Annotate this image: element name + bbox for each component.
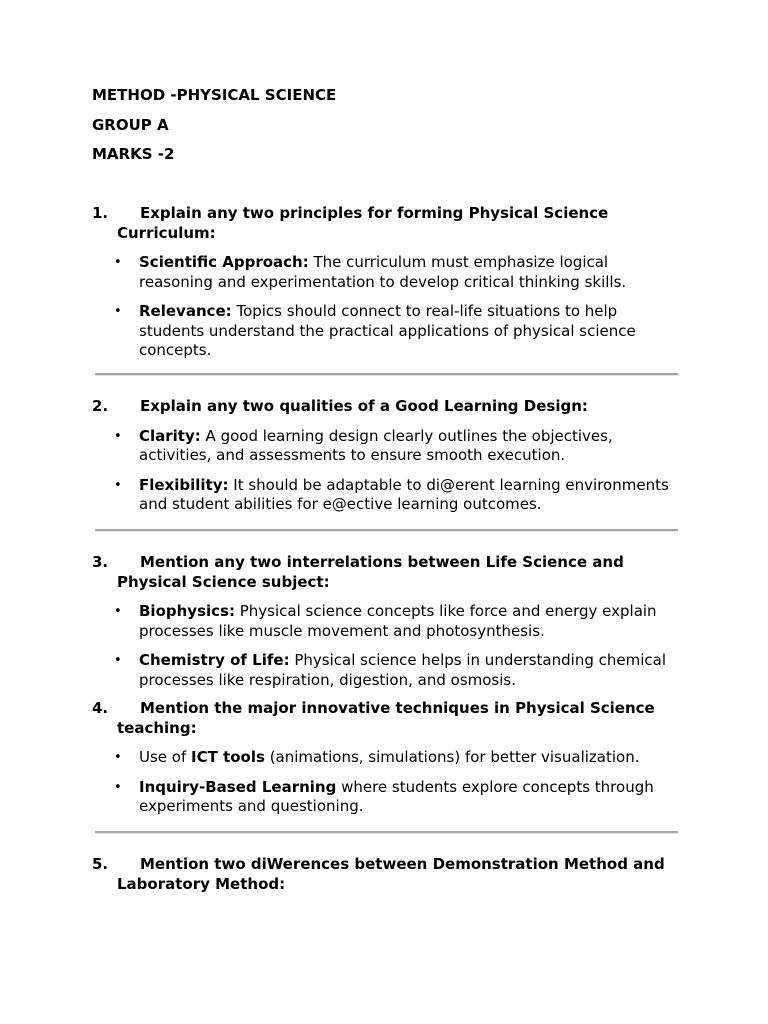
answer-term: Chemistry of Life: xyxy=(139,651,290,669)
question-number: 4. xyxy=(92,699,109,717)
answer-prefix: Use of xyxy=(139,748,192,766)
answer-term: ICT tools xyxy=(191,748,265,766)
question-number: 1. xyxy=(92,204,109,222)
answer-term: Scientific Approach: xyxy=(139,253,309,271)
question-1 xyxy=(92,204,682,361)
answer-item xyxy=(92,748,682,768)
question-number: 3. xyxy=(92,553,109,571)
question-3 xyxy=(92,553,682,690)
answer-item xyxy=(92,778,682,817)
answer-text: (animations, simulations) for better visualization. xyxy=(264,748,640,766)
answer-item xyxy=(92,602,682,641)
question-text: Explain any two qualities of a Good Learning Design: xyxy=(140,397,588,415)
section-divider xyxy=(95,529,678,532)
answer-term: Biophysics: xyxy=(139,602,235,620)
answer-list xyxy=(92,253,682,361)
answer-item xyxy=(92,651,682,690)
marks-label: MARKS -2 xyxy=(92,145,175,163)
section-divider xyxy=(95,373,678,376)
subject-title: METHOD -PHYSICAL SCIENCE xyxy=(92,86,337,104)
document-header xyxy=(92,86,336,175)
question-2 xyxy=(92,397,682,515)
question-heading xyxy=(92,397,682,417)
question-text: Mention any two interrelations between Life Science and Physical Science subject: xyxy=(117,553,624,591)
answer-text: It should be adaptable to di@erent learning environments and student abilities for e@ective learning outcomes. xyxy=(139,475,669,513)
answer-item xyxy=(92,427,682,466)
question-5 xyxy=(92,855,682,894)
question-heading xyxy=(92,204,682,243)
answer-term: Relevance: xyxy=(139,302,232,320)
answer-term: Clarity: xyxy=(139,426,201,445)
question-text: Mention two diWerences between Demonstration Method and Laboratory Method: xyxy=(117,855,665,893)
answer-item xyxy=(92,253,682,292)
answer-list xyxy=(92,427,682,515)
question-number: 2. xyxy=(92,397,109,415)
answer-term: Flexibility: xyxy=(139,475,229,494)
group-label: GROUP A xyxy=(92,115,169,134)
answer-text: Physical science concepts like force and energy explain processes like muscle movement and photosynthesis. xyxy=(139,602,657,640)
answer-text: where students explore concepts through experiments and questioning. xyxy=(139,777,654,815)
answer-text: Topics should connect to real-life situations to help students understand the practical applications of physical science concepts. xyxy=(139,302,636,359)
answer-text: A good learning design clearly outlines the objectives, activities, and assessments to ensure smooth execution. xyxy=(139,426,613,464)
answer-term: Inquiry-Based Learning xyxy=(139,777,337,796)
question-heading xyxy=(92,699,682,738)
answer-item xyxy=(92,476,682,515)
answer-list xyxy=(92,602,682,690)
question-4 xyxy=(92,699,682,817)
answer-item xyxy=(92,302,682,361)
question-number: 5. xyxy=(92,855,109,873)
answer-text: Physical science helps in understanding chemical processes like respiration, digestion, and osmosis. xyxy=(139,651,666,689)
section-divider xyxy=(95,831,678,834)
question-text: Mention the major innovative techniques in Physical Science teaching: xyxy=(117,699,655,737)
question-text: Explain any two principles for forming Physical Science Curriculum: xyxy=(117,204,609,242)
question-heading xyxy=(92,553,682,592)
answer-text: The curriculum must emphasize logical reasoning and experimentation to develop critical thinking skills. xyxy=(139,253,627,291)
question-heading xyxy=(92,855,682,894)
answer-list xyxy=(92,748,682,817)
